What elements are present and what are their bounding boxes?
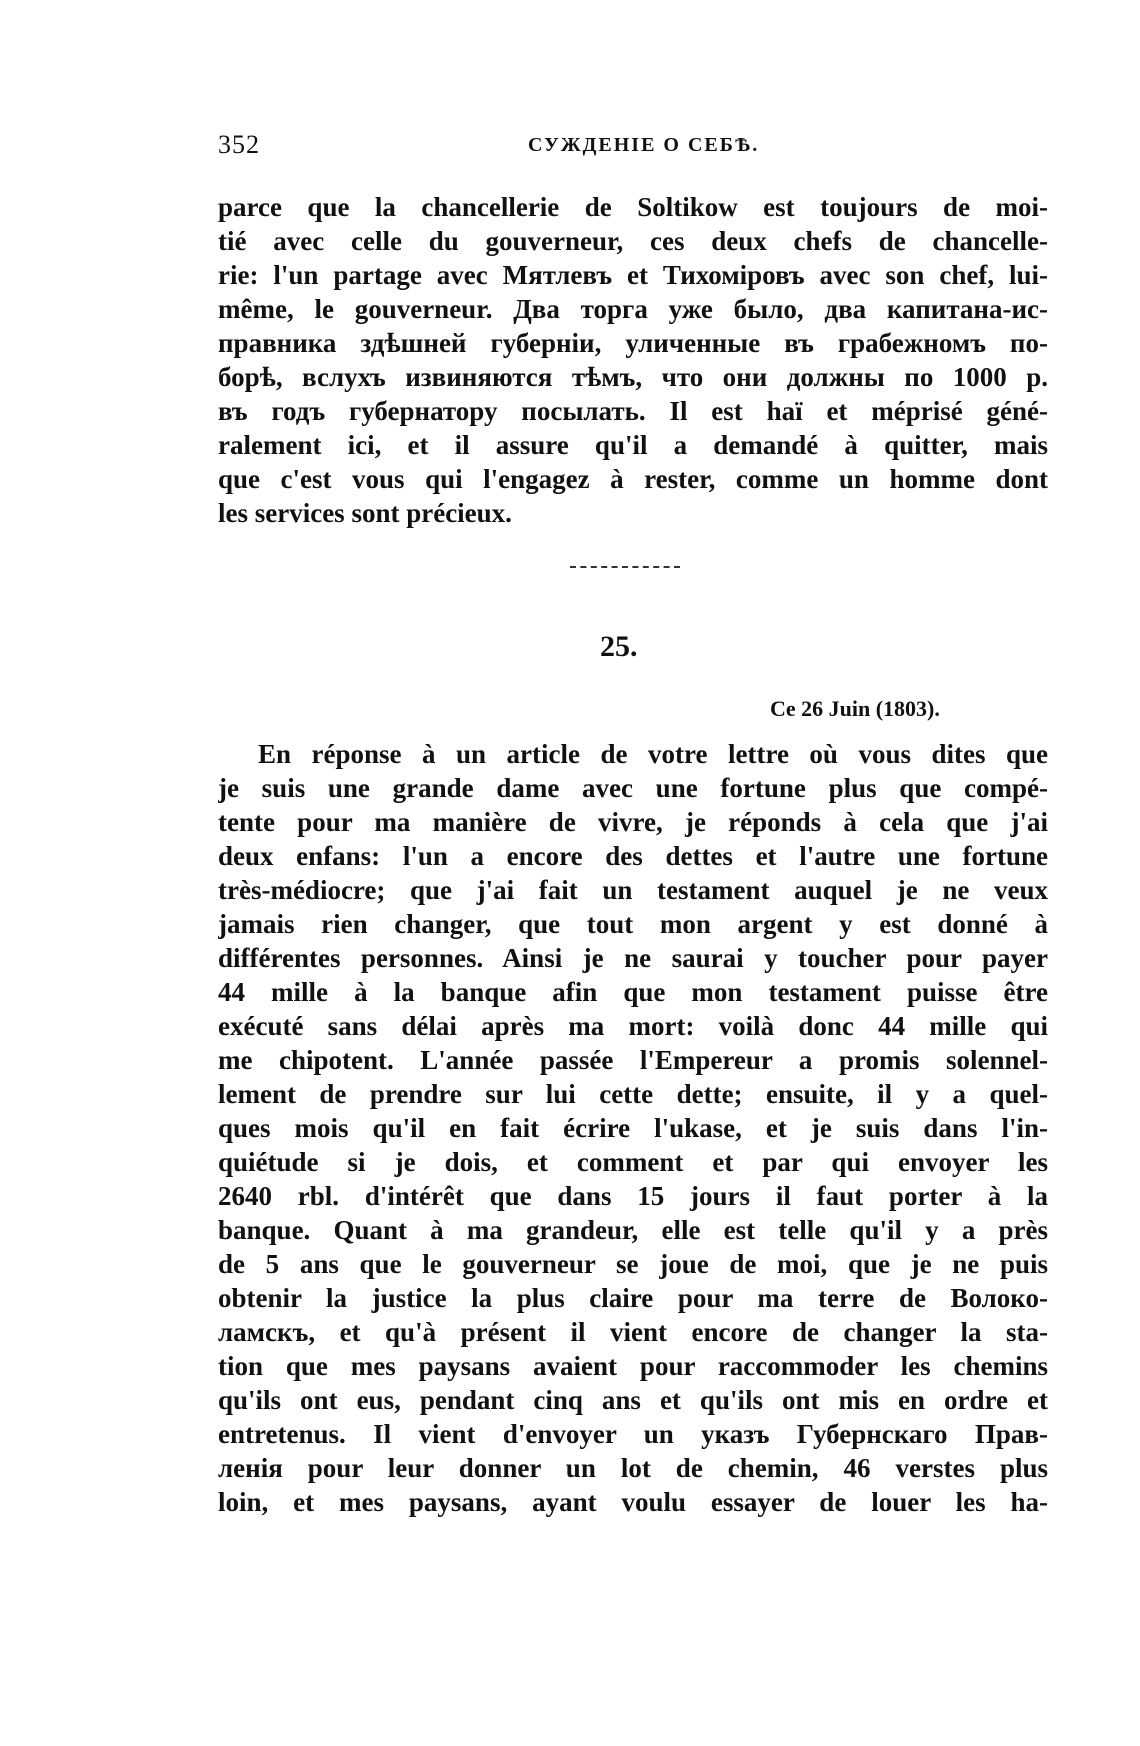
text-line: 2640 rbl. d'intérêt que dans 15 jours il faut porter à la [218,1181,1048,1211]
text-line: je suis une grande dame avec une fortune plus que compé- [218,773,1048,803]
section-separator [570,566,680,568]
text-line: ralement ici, et il assure qu'il a demandé à quitter, mais [218,430,1048,460]
text-line: même, le gouverneur. Два торга уже было, два капитана-ис- [218,294,1048,324]
text-line: ques mois qu'il en fait écrire l'ukase, et je suis dans l'in- [218,1113,1048,1143]
text-line: deux enfans: l'un a encore des dettes et l'autre une fortune [218,841,1048,871]
text-line: de 5 ans que le gouverneur se joue de moi, que je ne puis [218,1249,1048,1279]
text-line: banque. Quant à ma grandeur, elle est telle qu'il y a près [218,1215,1048,1245]
paragraph-continued [218,190,1048,530]
text-line: rie: l'un partage avec Мятлевъ et Тихоміровъ avec son chef, lui- [218,260,1048,290]
text-line: me chipotent. L'année passée l'Empereur a promis solennel- [218,1045,1048,1075]
text-line: qu'ils ont eus, pendant cinq ans et qu'ils ont mis en ordre et [218,1385,1048,1415]
text-line: правника здѣшней губерніи, уличенные въ грабежномъ по- [218,328,1048,358]
text-line: tente pour ma manière de vivre, je réponds à cela que j'ai [218,807,1048,837]
text-line: въ годъ губернатору посылать. Il est haï et méprisé géné- [218,396,1048,426]
text-line: 44 mille à la banque afin que mon testament puisse être [218,977,1048,1007]
text-line: loin, et mes paysans, ayant voulu essayer de louer les ha- [218,1487,1048,1517]
running-title: СУЖДЕНІЕ О СЕБѢ. [528,134,760,156]
text-line: que c'est vous qui l'engagez à rester, comme un homme dont [218,464,1048,494]
page-number: 352 [218,130,260,159]
text-line: борѣ, вслухъ извиняются тѣмъ, что они должны по 1000 р. [218,362,1048,392]
text-line: parce que la chancellerie de Soltikow est toujours de moi- [218,192,1048,222]
text-line: très-médiocre; que j'ai fait un testament auquel je ne veux [218,875,1048,905]
text-line: exécuté sans délai après ma mort: voilà donc 44 mille qui [218,1011,1048,1041]
text-line: les services sont précieux. [218,498,512,528]
letter-body [218,737,1048,1519]
text-line: entretenus. Il vient d'envoyer un указъ Губернскаго Прав- [218,1419,1048,1449]
text-line: ламскъ, et qu'à présent il vient encore de changer la sta- [218,1317,1048,1347]
text-line: ленія pour leur donner un lot de chemin, 46 verstes plus [218,1453,1048,1483]
text-line: obtenir la justice la plus claire pour ma terre de Волоко- [218,1283,1048,1313]
letter-number: 25. [600,630,638,663]
text-line: tié avec celle du gouverneur, ces deux chefs de chancelle- [218,226,1048,256]
text-line: En réponse à un article de votre lettre où vous dites que [258,739,1048,769]
text-line: quiétude si je dois, et comment et par qui envoyer les [218,1147,1048,1177]
page-header [218,130,1048,164]
text-line: différentes personnes. Ainsi je ne saurai y toucher pour payer [218,943,1048,973]
letter-date: Ce 26 Juin (1803). [770,696,940,721]
text-line: lement de prendre sur lui cette dette; ensuite, il y a quel- [218,1079,1048,1109]
text-line: jamais rien changer, que tout mon argent y est donné à [218,909,1048,939]
text-line: tion que mes paysans avaient pour raccommoder les chemins [218,1351,1048,1381]
